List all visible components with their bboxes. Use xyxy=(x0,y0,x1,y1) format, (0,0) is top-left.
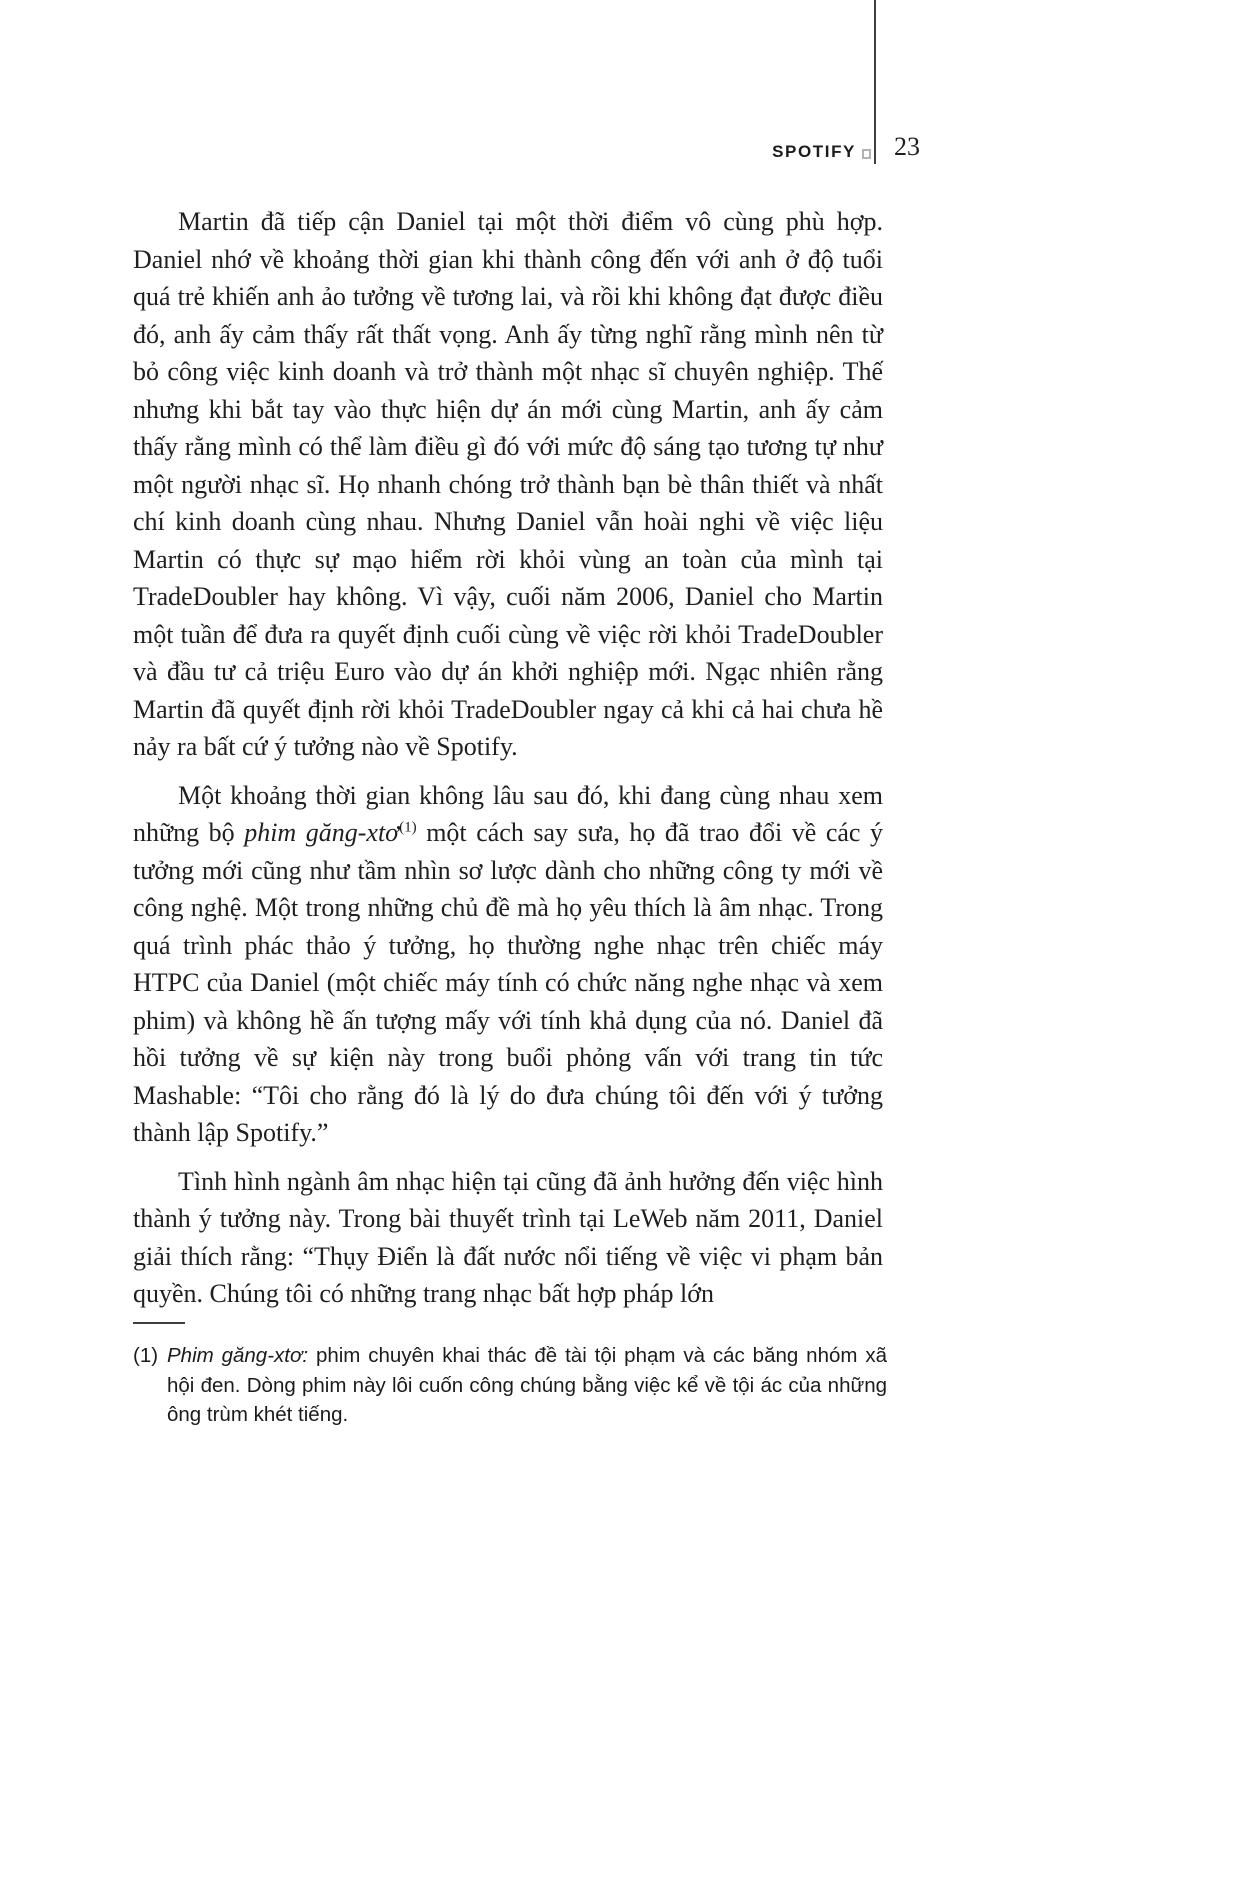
footnote-term: Phim găng-xtơ: xyxy=(167,1344,309,1367)
header-vertical-rule xyxy=(874,0,876,164)
paragraph-2 xyxy=(133,777,883,1152)
footnote-separator xyxy=(133,1322,185,1324)
italic-term: phim găng-xtơ xyxy=(244,818,400,847)
running-head-title: SPOTIFY xyxy=(772,142,856,161)
footnote-marker: (1) xyxy=(133,1344,159,1367)
paragraph-2-text: Một khoảng thời gian không lâu sau đó, khi đang cùng nhau xem những bộ xyxy=(133,780,883,847)
body-text xyxy=(133,203,883,1313)
header-square-ornament xyxy=(862,149,871,159)
footnote xyxy=(133,1341,887,1430)
page-number: 23 xyxy=(894,132,920,161)
paragraph-3: Tình hình ngành âm nhạc hiện tại cũng đã ảnh hưởng đến việc hình thành ý tưởng này. Trong bài thuyết trình tại LeWeb năm 2011, Daniel giải thích rằng: “Thụy Điển là đất nước nổi tiếng về việc vi phạm bản quyền. Chúng tôi có những trang nhạc bất hợp pháp lớn xyxy=(133,1166,883,1308)
paragraph-2-text-cont: một cách say sưa, họ đã trao đổi về các ý tưởng mới cũng như tầm nhìn sơ lược dành cho những công ty mới về công nghệ. Một trong những chủ đề mà họ yêu thích là âm nhạc. Trong quá trình phác thảo ý tưởng, họ thường nghe nhạc trên chiếc máy HTPC của Daniel (một chiếc máy tính có chức năng nghe nhạc và xem phim) và không hề ấn tượng mấy với tính khả dụng của nó. Daniel đã hồi tưởng về sự kiện này trong buổi phỏng vấn với trang tin tức Mashable: “Tôi cho rằng đó là lý do đưa chúng tôi đến với ý tưởng thành lập Spotify.” xyxy=(133,818,884,1147)
footnote-text: phim chuyên khai thác đề tài tội phạm và các băng nhóm xã hội đen. Dòng phim này lôi cuốn công chúng bằng việc kể về tội ác của những ông trùm khét tiếng. xyxy=(167,1344,887,1426)
footnote-body xyxy=(167,1341,887,1430)
footnote-reference: (1) xyxy=(399,819,417,836)
paragraph-1: Martin đã tiếp cận Daniel tại một thời điểm vô cùng phù hợp. Daniel nhớ về khoảng thời gian khi thành công đến với anh ở độ tuổi quá trẻ khiến anh ảo tưởng về tương lai, và rồi khi không đạt được điều đó, anh ấy cảm thấy rất thất vọng. Anh ấy từng nghĩ rằng mình nên từ bỏ công việc kinh doanh và trở thành một nhạc sĩ chuyên nghiệp. Thế nhưng khi bắt tay vào thực hiện dự án mới cùng Martin, anh ấy cảm thấy rằng mình có thể làm điều gì đó với mức độ sáng tạo tương tự như một người nhạc sĩ. Họ nhanh chóng trở thành bạn bè thân thiết và nhất chí kinh doanh cùng nhau. Nhưng Daniel vẫn hoài nghi về việc liệu Martin có thực sự mạo hiểm rời khỏi vùng an toàn của mình tại TradeDoubler hay không. Vì vậy, cuối năm 2006, Daniel cho Martin một tuần để đưa ra quyết định cuối cùng về việc rời khỏi TradeDoubler và đầu tư cả triệu Euro vào dự án khởi nghiệp mới. Ngạc nhiên rằng Martin đã quyết định rời khỏi TradeDoubler ngay cả khi cả hai chưa hề nảy ra bất cứ ý tưởng nào về Spotify. xyxy=(133,207,883,761)
